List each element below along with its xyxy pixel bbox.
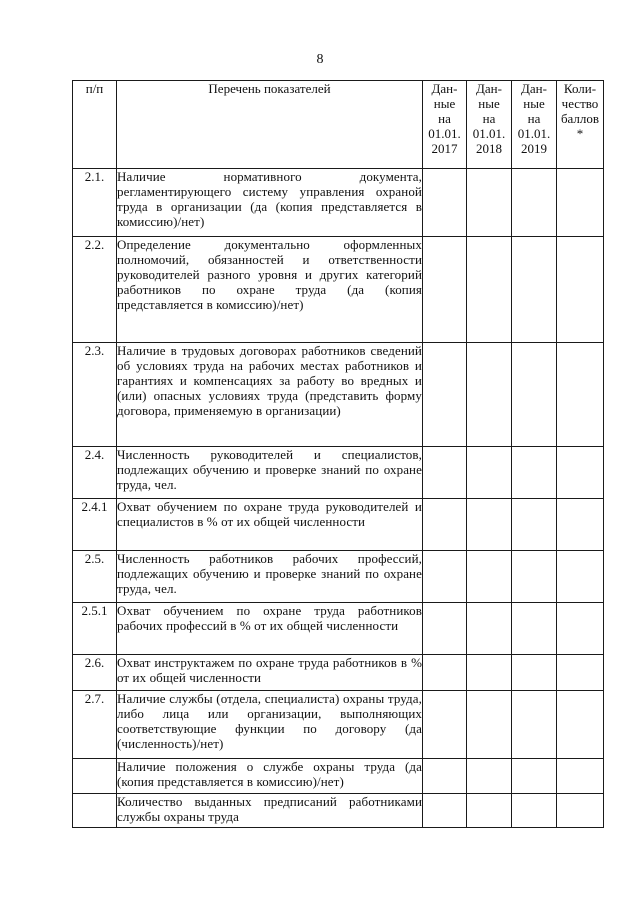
cell-2019[interactable] — [512, 169, 557, 237]
header-score-line: баллов — [560, 111, 600, 126]
table-row — [73, 237, 604, 343]
header-year-2018-line: Дан- — [476, 81, 502, 96]
cell-2018[interactable] — [467, 499, 512, 551]
row-indicator: Численность руководителей и специалистов, подлежащих обучению и проверке знаний по охране труда, чел. — [117, 447, 423, 499]
row-indicator: Наличие нормативного документа, регламентирующего систему управления охраной труда в организации (да (копия представляется в комиссию)/нет) — [117, 169, 423, 237]
table-row — [73, 343, 604, 447]
cell-2019[interactable] — [512, 551, 557, 603]
table-row — [73, 655, 604, 691]
header-year-2017-line: 2017 — [431, 141, 458, 156]
cell-2019[interactable] — [512, 237, 557, 343]
cell-2018[interactable] — [467, 655, 512, 691]
row-indicator: Определение документально оформленных полномочий, обязанностей и ответственности руководителей разного уровня и других категорий работников по охране труда (да (копия представляется в комиссию)/нет) — [117, 237, 423, 343]
header-indicators: Перечень показателей — [117, 81, 423, 169]
cell-2018[interactable] — [467, 794, 512, 828]
cell-2017[interactable] — [423, 759, 467, 794]
header-year-2019-line: Дан- — [521, 81, 547, 96]
cell-score[interactable] — [557, 691, 604, 759]
cell-score[interactable] — [557, 759, 604, 794]
cell-2018[interactable] — [467, 603, 512, 655]
row-indicator: Наличие положения о службе охраны труда (да (копия представляется в комиссию)/нет) — [117, 759, 423, 794]
table-header-row — [73, 81, 604, 169]
cell-2017[interactable] — [423, 169, 467, 237]
table-row — [73, 794, 604, 828]
row-indicator: Охват инструктажем по охране труда работников в % от их общей численности — [117, 655, 423, 691]
cell-2019[interactable] — [512, 499, 557, 551]
table-row — [73, 551, 604, 603]
page-number: 8 — [316, 52, 324, 67]
row-number: 2.7. — [73, 691, 117, 759]
cell-2019[interactable] — [512, 447, 557, 499]
cell-2017[interactable] — [423, 499, 467, 551]
header-year-2017-line: ные — [433, 96, 456, 111]
row-number: 2.5. — [73, 551, 117, 603]
cell-2019[interactable] — [512, 343, 557, 447]
row-number: 2.5.1 — [73, 603, 117, 655]
row-number: 2.1. — [73, 169, 117, 237]
cell-2018[interactable] — [467, 343, 512, 447]
cell-score[interactable] — [557, 343, 604, 447]
header-year-2019-line: 01.01. — [517, 126, 551, 141]
cell-score[interactable] — [557, 655, 604, 691]
row-indicator: Наличие службы (отдела, специалиста) охраны труда, либо лица или организации, выполняющих соответствующие функции по договору (да (численность)/нет) — [117, 691, 423, 759]
cell-2017[interactable] — [423, 237, 467, 343]
row-indicator: Охват обучением по охране труда руководителей и специалистов в % от их общей численности — [117, 499, 423, 551]
cell-2017[interactable] — [423, 447, 467, 499]
header-year-2018-line: на — [482, 111, 496, 126]
header-year-2019-line: 2019 — [521, 141, 547, 156]
cell-2017[interactable] — [423, 691, 467, 759]
table-row — [73, 759, 604, 794]
header-score-line: * — [576, 126, 584, 141]
row-indicator: Количество выданных предписаний работниками службы охраны труда — [117, 794, 423, 828]
cell-2018[interactable] — [467, 447, 512, 499]
row-number: 2.4. — [73, 447, 117, 499]
header-year-2019-line: на — [527, 111, 541, 126]
cell-2018[interactable] — [467, 551, 512, 603]
cell-2017[interactable] — [423, 343, 467, 447]
row-indicator: Наличие в трудовых договорах работников сведений об условиях труда на рабочих местах работников и гарантиях и компенсациях за работу во вредных и (или) опасных условиях труда (представить форму договора, применяемую в организации) — [117, 343, 423, 447]
header-year-2017-line: 01.01. — [428, 126, 461, 141]
header-year-2017-line: Дан- — [431, 81, 458, 96]
header-year-2017 — [423, 81, 467, 169]
cell-2018[interactable] — [467, 759, 512, 794]
table-row — [73, 447, 604, 499]
cell-score[interactable] — [557, 447, 604, 499]
header-score-line: чество — [561, 96, 599, 111]
cell-2018[interactable] — [467, 169, 512, 237]
cell-score[interactable] — [557, 237, 604, 343]
cell-2018[interactable] — [467, 237, 512, 343]
cell-2017[interactable] — [423, 794, 467, 828]
row-number — [73, 794, 117, 828]
table-row — [73, 603, 604, 655]
row-number: 2.4.1 — [73, 499, 117, 551]
header-score-line: Коли- — [563, 81, 597, 96]
indicators-table — [72, 80, 604, 828]
row-indicator: Численность работников рабочих профессий, подлежащих обучению и проверке знаний по охране труда, чел. — [117, 551, 423, 603]
row-number — [73, 759, 117, 794]
row-number: 2.6. — [73, 655, 117, 691]
cell-2017[interactable] — [423, 603, 467, 655]
row-number: 2.2. — [73, 237, 117, 343]
cell-score[interactable] — [557, 603, 604, 655]
cell-score[interactable] — [557, 499, 604, 551]
header-year-2018-line: 2018 — [476, 141, 502, 156]
header-year-2018-line: 01.01. — [472, 126, 506, 141]
cell-2019[interactable] — [512, 759, 557, 794]
table-row — [73, 691, 604, 759]
cell-2019[interactable] — [512, 794, 557, 828]
row-number: 2.3. — [73, 343, 117, 447]
header-year-2019-line: ные — [523, 96, 545, 111]
cell-2017[interactable] — [423, 551, 467, 603]
header-year-2017-line: на — [438, 111, 451, 126]
cell-2017[interactable] — [423, 655, 467, 691]
cell-2019[interactable] — [512, 691, 557, 759]
table-row — [73, 499, 604, 551]
cell-2019[interactable] — [512, 603, 557, 655]
cell-2018[interactable] — [467, 691, 512, 759]
cell-score[interactable] — [557, 169, 604, 237]
header-year-2018 — [467, 81, 512, 169]
cell-score[interactable] — [557, 794, 604, 828]
cell-score[interactable] — [557, 551, 604, 603]
header-year-2018-line: ные — [478, 96, 500, 111]
header-number: п/п — [73, 81, 117, 169]
cell-2019[interactable] — [512, 655, 557, 691]
row-indicator: Охват обучением по охране труда работников рабочих профессий в % от их общей численности — [117, 603, 423, 655]
table-row — [73, 169, 604, 237]
header-score — [557, 81, 604, 169]
header-year-2019 — [512, 81, 557, 169]
